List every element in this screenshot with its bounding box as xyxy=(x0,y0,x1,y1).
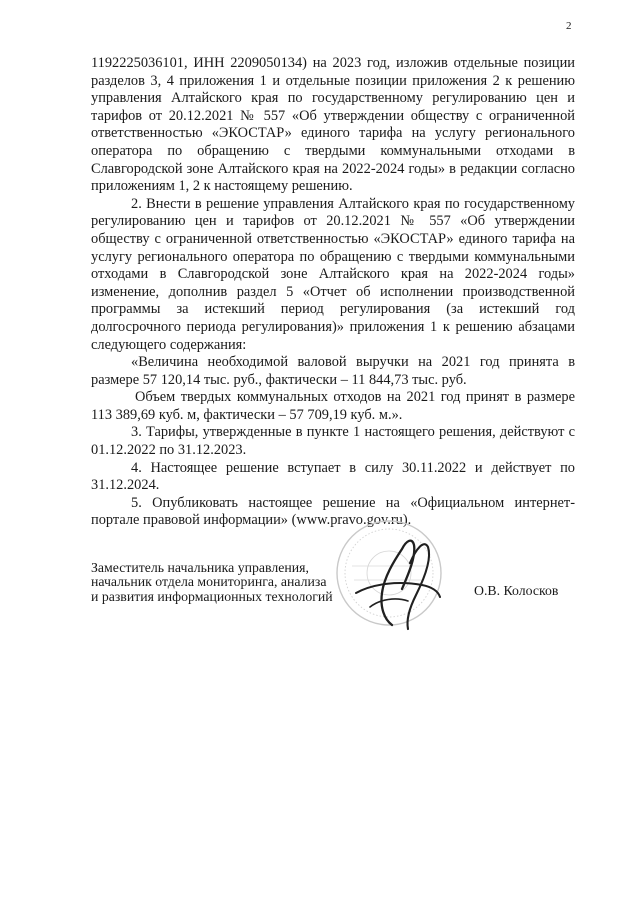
paragraph-item-5: 5. Опубликовать настоящее решение на «Официальном интернет-портале правовой информации» (www.pravo.gov.ru). xyxy=(91,494,575,529)
handwritten-signature-icon xyxy=(350,527,445,637)
signer-position-line: начальник отдела мониторинга, анализа xyxy=(91,574,327,590)
paragraph-quote-volume: Объем твердых коммунальных отходов на 2021 год принят в размере 113 389,69 куб. м, фактически – 57 709,19 куб. м.». xyxy=(91,389,575,423)
signer-position xyxy=(91,561,333,604)
signer-name: О.В. Колосков xyxy=(474,583,559,598)
paragraph-item-2: 2. Внести в решение управления Алтайского края по государственному регулированию цен и тарифов от 20.12.2021 № 557 «Об утверждении обществу с ограниченной ответственностью «ЭКОСТАР» единого тарифа на услугу регионального оператора по обращению с твердыми коммунальными отходами в Славгородской зоне Алтайского края на 2022-2024 годы» изменение, дополнив раздел 5 «Отчет об исполнении производственной программы за истекший период регулирования (за истекший год долгосрочного периода регулирования)» приложения 1 к решению абзацами следующего содержания: xyxy=(91,195,575,353)
page-number: 2 xyxy=(566,20,572,32)
signer-position-line: и развития информационных технологий xyxy=(91,588,333,604)
paragraph-item-3: 3. Тарифы, утвержденные в пункте 1 настоящего решения, действуют с 01.12.2022 по 31.12.2023. xyxy=(91,424,575,459)
paragraph-item-4: 4. Настоящее решение вступает в силу 30.11.2022 и действует по 31.12.2024. xyxy=(91,459,575,494)
document-body xyxy=(91,55,575,530)
paragraph-quote-revenue: «Величина необходимой валовой выручки на 2021 год принята в размере 57 120,14 тыс. руб., фактически – 11 844,73 тыс. руб. xyxy=(91,354,575,388)
paragraph-tariff-continuation: 1192225036101, ИНН 2209050134) на 2023 год, изложив отдельные позиции разделов 3, 4 приложения 1 и отдельные позиции приложения 2 к решению управления Алтайского края по государственному регулированию цен и тарифов от 20.12.2021 № 557 «Об утверждении обществу с ограниченной ответственностью «ЭКОСТАР» единого тарифа на услугу регионального оператора по обращению с твердыми коммунальными отходами в Славгородской зоне Алтайского края на 2022-2024 годы» в редакции согласно приложениям 1, 2 к настоящему решению. xyxy=(91,55,575,195)
signer-position-line: Заместитель начальника управления, xyxy=(91,560,309,575)
